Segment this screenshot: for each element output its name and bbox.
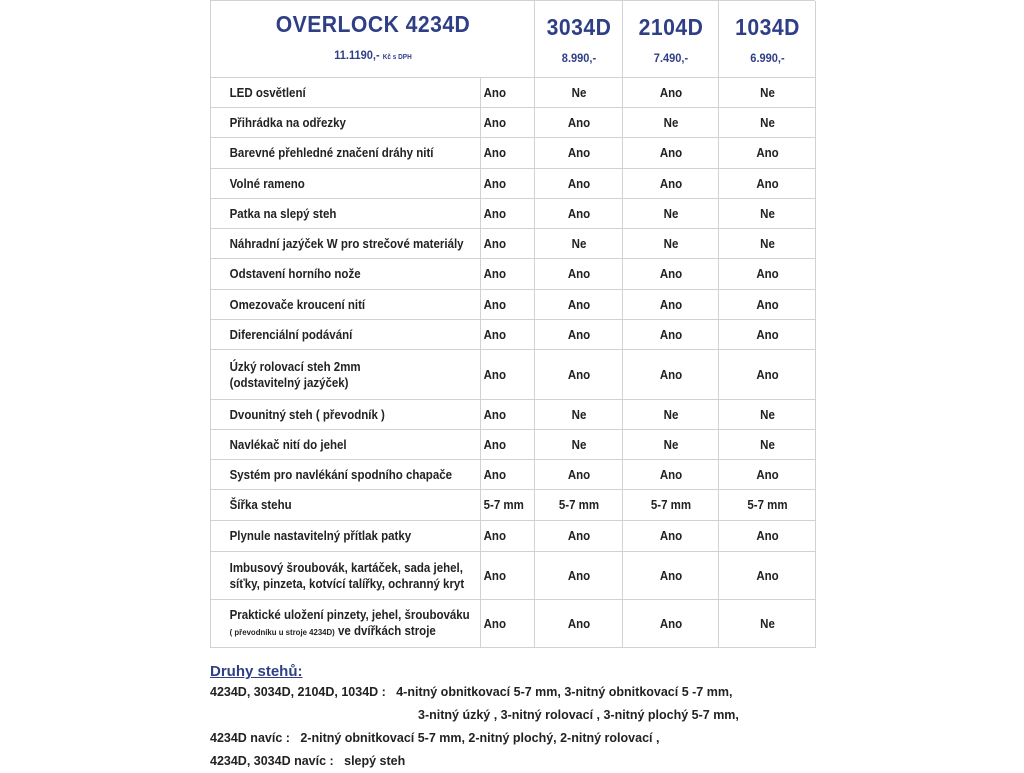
feature-value: Ano: [483, 290, 533, 320]
feature-value: Ano: [538, 108, 619, 138]
feature-label: [221, 290, 469, 320]
feature-value: Ano: [722, 259, 811, 290]
header-model-2: [626, 1, 714, 78]
feature-row: [211, 400, 816, 430]
feature-value: Ano: [483, 320, 533, 350]
feature-value: 5-7 mm: [483, 490, 533, 521]
feature-value: Ano: [483, 138, 533, 169]
feature-text: Šířka stehu: [229, 498, 292, 512]
feature-row: [211, 259, 816, 290]
model-name: 2104D: [638, 13, 703, 40]
feature-value: Ano: [626, 521, 714, 552]
feature-value: Ano: [722, 138, 811, 169]
main-price-value: 11.1190,-: [333, 47, 380, 62]
header-row: [211, 1, 816, 78]
feature-text: Praktické uložení pinzety, jehel, šroubováku: [229, 608, 470, 622]
feature-text: Plynule nastavitelný přítlak patky: [229, 529, 411, 543]
feature-text-line2: (odstavitelný jazýček): [229, 375, 349, 390]
feature-value: Ano: [722, 460, 811, 490]
feature-value: Ne: [722, 199, 811, 229]
model-price: 8.990,-: [561, 50, 596, 65]
stitch-line-text: 4-nitný obnitkovací 5-7 mm, 3-nitný obnitkovací 5 -7 mm,: [396, 685, 733, 699]
feature-value: Ano: [722, 290, 811, 320]
feature-text: Dvounitný steh ( převodník ): [229, 407, 385, 422]
feature-label: [221, 78, 469, 108]
stitch-line-text: slepý steh: [344, 754, 406, 768]
stitch-line-1: [210, 681, 810, 704]
feature-text: Volné rameno: [229, 176, 305, 191]
feature-text: Patka na slepý steh: [229, 206, 336, 221]
feature-value: Ano: [538, 290, 619, 320]
feature-row: [211, 108, 816, 138]
feature-value: Ano: [483, 169, 533, 199]
feature-row: [211, 138, 816, 169]
feature-value: Ano: [483, 460, 533, 490]
feature-value: Ano: [722, 521, 811, 552]
feature-label: [221, 430, 469, 460]
feature-value: Ano: [483, 199, 533, 229]
feature-value: Ano: [538, 169, 619, 199]
header-main-model: [223, 1, 521, 78]
feature-value: Ano: [626, 460, 714, 490]
main-model-name: OVERLOCK 4234D: [275, 10, 470, 37]
feature-label: [221, 521, 469, 552]
feature-value: 5-7 mm: [538, 490, 619, 521]
feature-value: Ne: [626, 229, 714, 259]
feature-value: Ne: [538, 229, 619, 259]
stitch-types-section: [210, 660, 810, 773]
feature-label: [221, 400, 469, 430]
header-model-1: [538, 1, 619, 78]
feature-row: [211, 199, 816, 229]
feature-row: [211, 169, 816, 199]
main-model-price: [224, 48, 521, 62]
stitch-line-label: 4234D, 3034D navíc :: [210, 754, 334, 768]
feature-row: [211, 521, 816, 552]
feature-value: Ano: [483, 600, 533, 648]
header-model-3: [722, 1, 811, 78]
feature-value: Ne: [538, 430, 619, 460]
feature-text: Omezovače kroucení nití: [229, 297, 365, 312]
feature-value: Ano: [538, 460, 619, 490]
model-price: 7.490,-: [653, 50, 688, 65]
feature-value: Ne: [626, 108, 714, 138]
feature-value: Ne: [722, 600, 811, 648]
feature-text: LED osvětlení: [229, 85, 306, 100]
feature-row: [211, 320, 816, 350]
feature-row: [211, 78, 816, 108]
stitch-line-text: 3-nitný úzký , 3-nitný rolovací , 3-nitný plochý 5-7 mm,: [418, 708, 739, 722]
feature-label: [221, 199, 469, 229]
feature-value: Ano: [538, 552, 619, 600]
feature-value: Ano: [538, 320, 619, 350]
feature-value: Ano: [626, 138, 714, 169]
feature-value: Ano: [483, 552, 533, 600]
feature-value: Ne: [722, 430, 811, 460]
feature-row: [211, 430, 816, 460]
stitch-line-2: [210, 704, 810, 727]
feature-label: [221, 460, 469, 490]
feature-text-line2: ve dvířkách stroje: [334, 624, 436, 638]
feature-label: [221, 138, 469, 169]
stitch-line-label: 4234D navíc :: [210, 731, 290, 745]
stitch-types-title: Druhy stehů:: [210, 663, 303, 680]
feature-text: Systém pro navlékání spodního chapače: [229, 467, 452, 482]
feature-value: Ne: [626, 400, 714, 430]
stitch-line-label: 4234D, 3034D, 2104D, 1034D :: [210, 685, 386, 699]
stitch-line-3: [210, 727, 810, 750]
feature-value: Ano: [626, 320, 714, 350]
feature-row: [211, 350, 816, 400]
feature-label: [221, 552, 469, 600]
feature-value: Ano: [626, 552, 714, 600]
feature-value: Ano: [626, 259, 714, 290]
feature-value: Ano: [626, 350, 714, 400]
feature-value: Ne: [626, 199, 714, 229]
model-name: 1034D: [734, 13, 800, 40]
feature-text: Imbusový šroubovák, kartáček, sada jehel,: [229, 560, 463, 575]
feature-value: Ano: [483, 521, 533, 552]
feature-text: Barevné přehledné značení dráhy nití: [229, 146, 434, 160]
stitch-line-4: [210, 750, 810, 773]
feature-value: Ano: [483, 229, 533, 259]
feature-value: Ano: [722, 350, 811, 400]
stitch-line-text: 2-nitný obnitkovací 5-7 mm, 2-nitný plochý, 2-nitný rolovací ,: [300, 731, 660, 745]
feature-value: Ano: [538, 259, 619, 290]
feature-text: Odstavení horního nože: [229, 267, 361, 281]
feature-value: Ano: [483, 78, 533, 108]
feature-value: Ano: [483, 350, 533, 400]
feature-value: Ano: [538, 521, 619, 552]
feature-value: Ano: [722, 320, 811, 350]
feature-text: Náhradní jazýček W pro strečové materiály: [229, 236, 464, 251]
feature-row: [211, 229, 816, 259]
comparison-sheet: [210, 0, 815, 651]
feature-row: [211, 600, 816, 648]
feature-text: Diferenciální podávání: [229, 327, 352, 342]
feature-text-line2: síťky, pinzeta, kotvící talířky, ochranný kryt: [229, 576, 464, 591]
feature-value: Ano: [722, 169, 811, 199]
feature-value: Ano: [538, 199, 619, 229]
model-price: 6.990,-: [749, 50, 785, 65]
feature-value: Ne: [722, 78, 811, 108]
feature-label: [221, 320, 469, 350]
feature-value: Ano: [626, 600, 714, 648]
feature-note: ( převodníku u stroje 4234D): [229, 627, 335, 637]
feature-row: [211, 460, 816, 490]
feature-label: [221, 108, 469, 138]
feature-text: Úzký rolovací steh 2mm: [229, 359, 361, 374]
feature-value: Ne: [722, 108, 811, 138]
feature-value: Ne: [538, 78, 619, 108]
feature-value: Ne: [722, 229, 811, 259]
feature-value: Ano: [722, 552, 811, 600]
feature-value: Ne: [722, 400, 811, 430]
feature-value: Ne: [538, 400, 619, 430]
main-price-note: Kč s DPH: [382, 53, 412, 61]
feature-value: Ano: [538, 138, 619, 169]
comparison-table: [210, 1, 816, 648]
feature-label: [221, 229, 469, 259]
feature-value: Ano: [626, 169, 714, 199]
feature-label: [221, 259, 469, 290]
feature-value: 5-7 mm: [722, 490, 811, 521]
feature-value: Ano: [483, 259, 533, 290]
feature-text: Přihrádka na odřezky: [229, 115, 346, 130]
feature-label: [221, 169, 469, 199]
feature-value: Ano: [483, 430, 533, 460]
feature-value: Ano: [483, 400, 533, 430]
feature-value: Ano: [538, 600, 619, 648]
feature-value: Ano: [626, 290, 714, 320]
feature-value: 5-7 mm: [626, 490, 714, 521]
feature-label: [221, 490, 469, 521]
model-name: 3034D: [546, 13, 611, 40]
feature-value: Ano: [626, 78, 714, 108]
feature-row: [211, 290, 816, 320]
feature-row: [211, 552, 816, 600]
feature-value: Ano: [538, 350, 619, 400]
feature-value: Ne: [626, 430, 714, 460]
feature-value: Ano: [483, 108, 533, 138]
feature-label: [221, 350, 469, 400]
feature-text: Navlékač nití do jehel: [229, 437, 347, 452]
feature-row: [211, 490, 816, 521]
feature-label: [221, 600, 469, 648]
